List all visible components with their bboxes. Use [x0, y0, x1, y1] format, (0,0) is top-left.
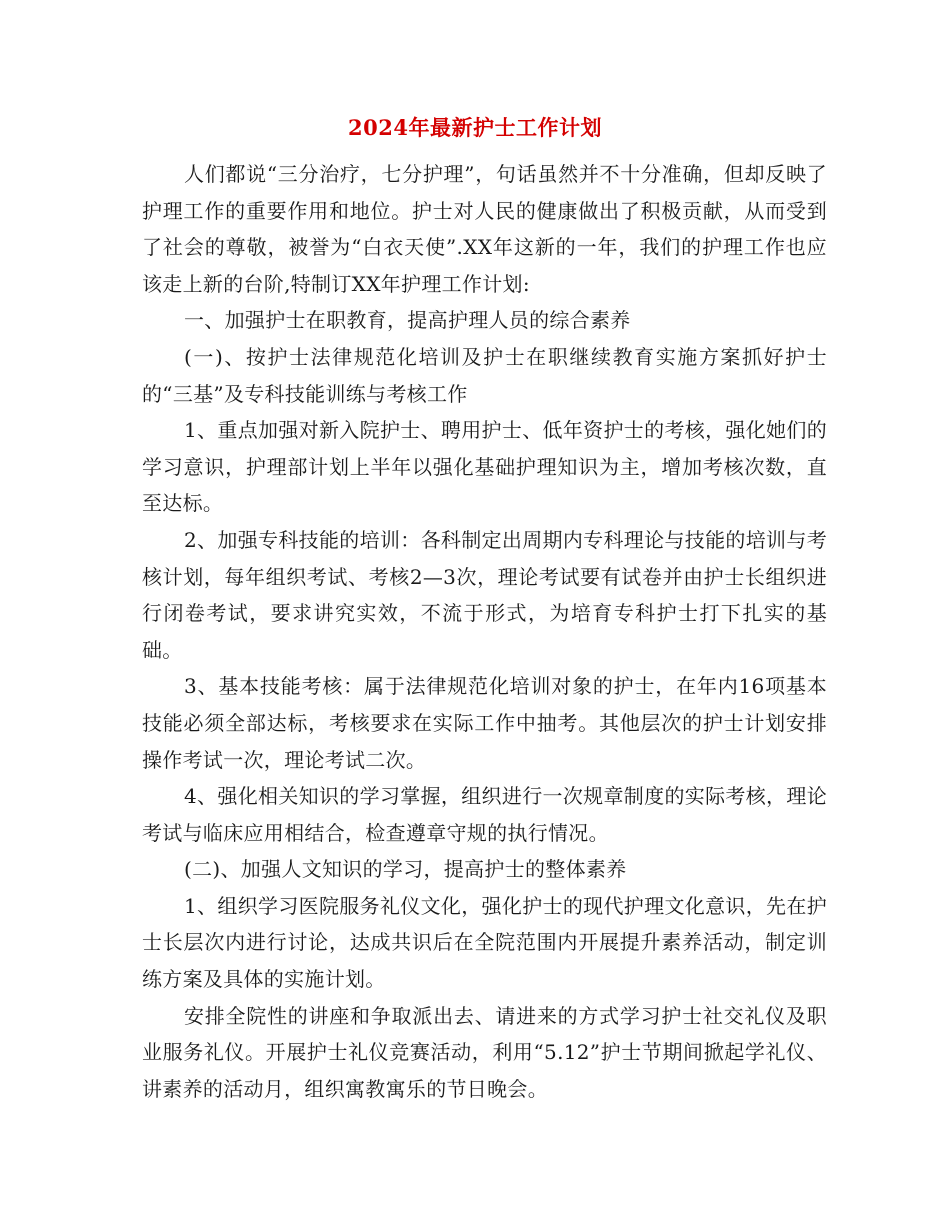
paragraph-item-3: 3、基本技能考核：属于法律规范化培训对象的护士，在年内16项基本技能必须全部达标，考核要求在实际工作中抽考。其他层次的护士计划安排操作考试一次，理论考试二次。	[142, 674, 827, 772]
document-title: 2024年最新护士工作计划	[348, 115, 602, 140]
subsection-heading-1: (一)、按护士法律规范化培训及护士在职继续教育实施方案抓好护士的“三基”及专科技能训练与考核工作	[142, 344, 827, 406]
paragraph-item-2: 2、加强专科技能的培训：各科制定出周期内专科理论与技能的培训与考核计划，每年组织考试、考核2—3次，理论考试要有试卷并由护士长组织进行闭卷考试，要求讲究实效，不流于形式，为培育专科护士打下扎实的基础。	[142, 527, 827, 662]
paragraph-item-1: 1、重点加强对新入院护士、聘用护士、低年资护士的考核，强化她们的学习意识，护理部计划上半年以强化基础护理知识为主，增加考核次数，直至达标。	[142, 418, 827, 516]
document-body	[142, 156, 827, 1107]
paragraph-item-5: 1、组织学习医院服务礼仪文化，强化护士的现代护理文化意识，先在护士长层次内进行讨论，达成共识后在全院范围内开展提升素养活动，制定训练方案及具体的实施计划。	[142, 893, 827, 992]
paragraph-item-4: 4、强化相关知识的学习掌握，组织进行一次规章制度的实际考核，理论考试与临床应用相结合，检查遵章守规的执行情况。	[142, 784, 827, 845]
paragraph-intro: 人们都说“三分治疗，七分护理”，句话虽然并不十分准确，但却反映了护理工作的重要作用和地位。护士对人民的健康做出了积极贡献，从而受到了社会的尊敬，被誉为“白衣天使”.XX年这新的一年，我们的护理工作也应该走上新的台阶,特制订XX年护理工作计划:	[142, 162, 827, 296]
subsection-heading-2: (二)、加强人文知识的学习，提高护士的整体素养	[184, 857, 627, 882]
paragraph-item-6: 安排全院性的讲座和争取派出去、请进来的方式学习护士社交礼仪及职业服务礼仪。开展护士礼仪竞赛活动，利用“5.12”护士节期间掀起学礼仪、讲素养的活动月，组织寓教寓乐的节日晚会。	[142, 1003, 827, 1101]
section-heading-1: 一、加强护士在职教育，提高护理人员的综合素养	[184, 308, 631, 333]
